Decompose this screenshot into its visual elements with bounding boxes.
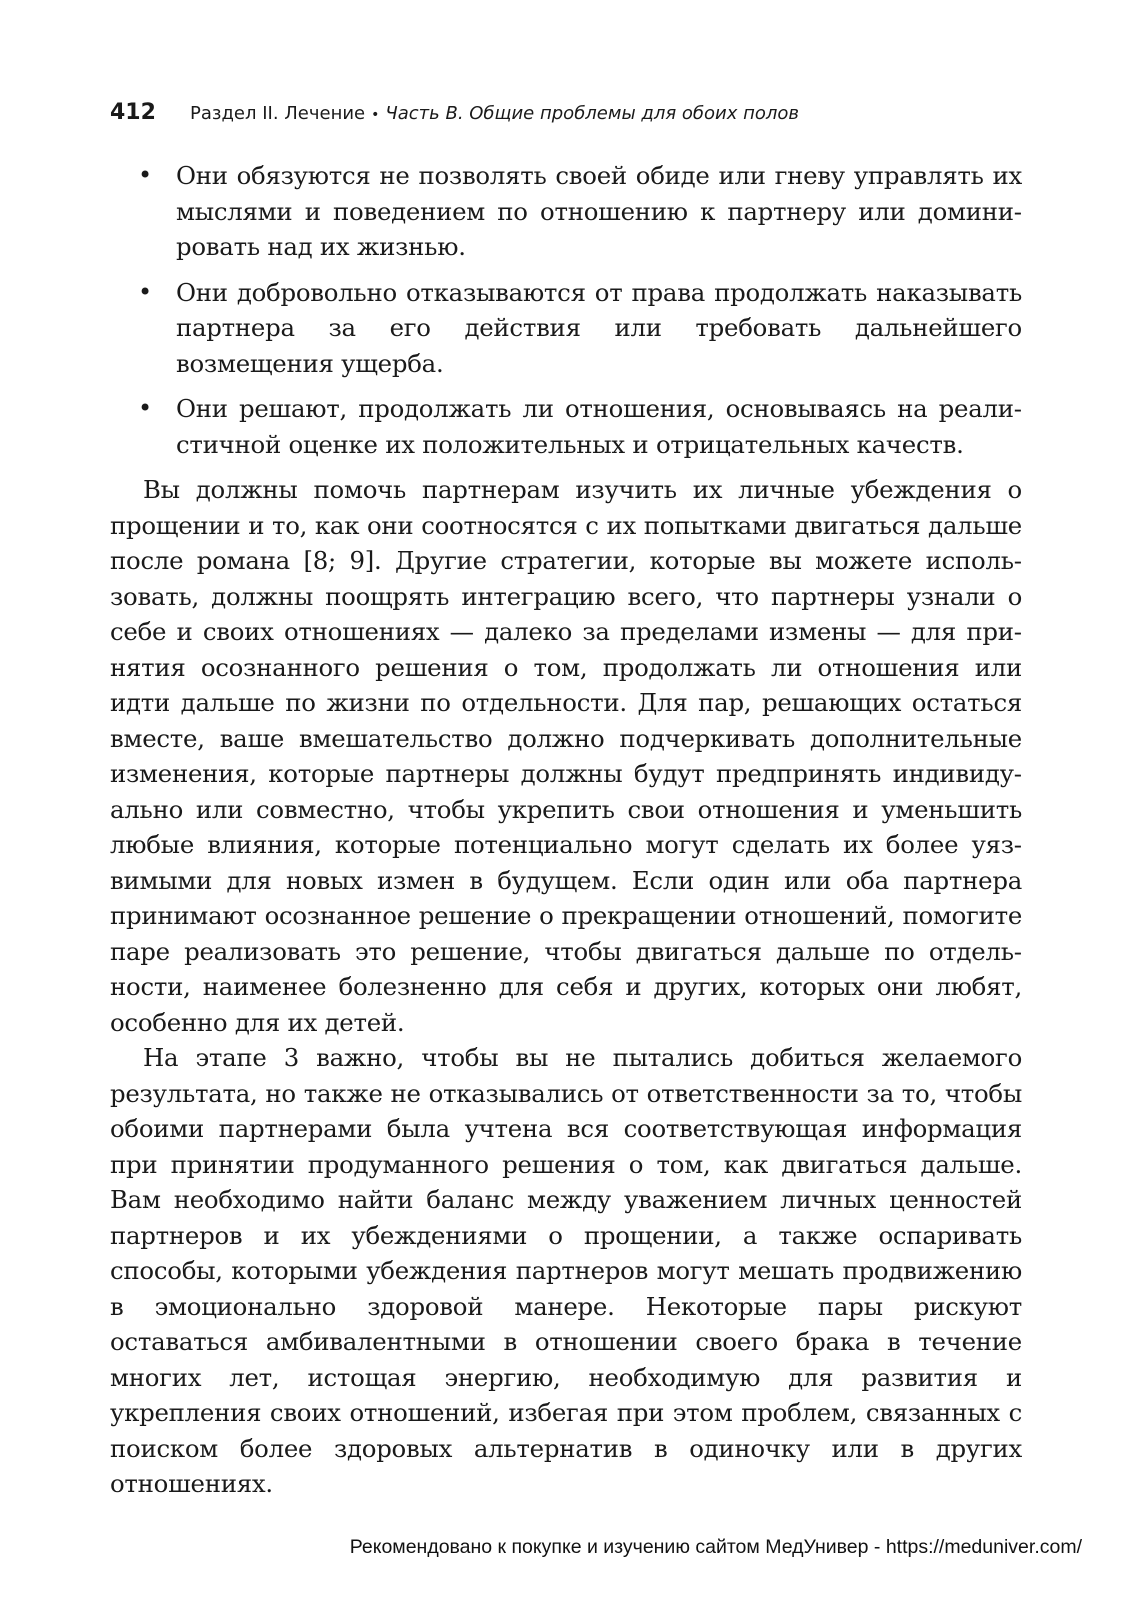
separator-dot-icon: • <box>371 107 380 123</box>
bullet-icon: • <box>138 277 152 306</box>
section-title: Раздел II. Лечение <box>190 103 366 124</box>
page-header <box>110 100 1012 125</box>
part-title: Часть B. Общие проблемы для обоих полов <box>385 103 799 124</box>
list-item <box>110 158 1022 265</box>
list-item <box>110 275 1022 382</box>
body-paragraph: Вы должны помочь партнерам изучить их личные убеждения о прощении и то, как они соотносятся с их попытками двигаться дальше после романа [8; 9]. Другие стратегии, которые вы можете использовать, должны поощрять интеграцию всего, что партнеры узнали о себе и своих отношениях — далеко за пределами измены — для принятия осознанного решения о том, продолжать ли отношения или идти дальше по жизни по отдельности. Для пар, решающих остаться вместе, ваше вмешательство должно подчеркивать дополнительные изменения, которые партнеры должны будут предпринять индивидуально или совместно, чтобы укрепить свои отношения и уменьшить любые влияния, которые потенциально могут сделать их более уязвимыми для новых измен в будущем. Если один или оба партнера принимают осознанное решение о прекращении отношений, помогите паре реализовать это решение, чтобы двигаться дальше по отдельности, наименее болезненно для себя и других, которых они любят, особенно для их детей. <box>110 475 1022 1037</box>
bullet-icon: • <box>138 161 152 189</box>
body-paragraph: На этапе 3 важно, чтобы вы не пытались добиться желаемого результата, но также не отказывались от ответственности за то, чтобы обоими партнерами была учтена вся соответствующая информация при принятии продуманного решения о том, как двигаться дальше. Вам необходимо найти баланс между уважением личных ценностей партнеров и их убеждениями о прощении, а также оспаривать способы, которыми убеждения партнеров могут мешать продвижению в эмоционально здоровой манере. Некоторые пары рискуют оставаться амбивалентными в отношении своего брака в течение многих лет, истощая энергию, необходимую для развития и укрепления своих отношений, избегая при этом проблем, связанных с поиском более здоровых альтернатив в одиночку или в других отношениях. <box>110 1043 1022 1498</box>
list-item <box>110 391 1022 462</box>
page-number: 412 <box>110 100 156 125</box>
list-item-text: Они добровольно отказываются от права продолжать наказывать партнера за его действия или требовать дальнейшего возмещения ущерба. <box>176 277 1022 378</box>
list-item-text: Они обязуются не позволять своей обиде или гневу управлять их мыслями и поведением по отношению к партнеру или доминировать над их жизнью. <box>176 161 1022 261</box>
bullet-icon: • <box>138 394 152 422</box>
bullet-list <box>110 158 1022 462</box>
page-body <box>110 158 1022 1502</box>
footer-promo-text: Рекомендовано к покупке и изучению сайтом МедУнивер - https://meduniver.com/ <box>349 1536 1082 1558</box>
list-item-text: Они решают, продолжать ли отношения, основываясь на реалистичной оценке их положительных и отрицательных качеств. <box>176 394 1022 459</box>
